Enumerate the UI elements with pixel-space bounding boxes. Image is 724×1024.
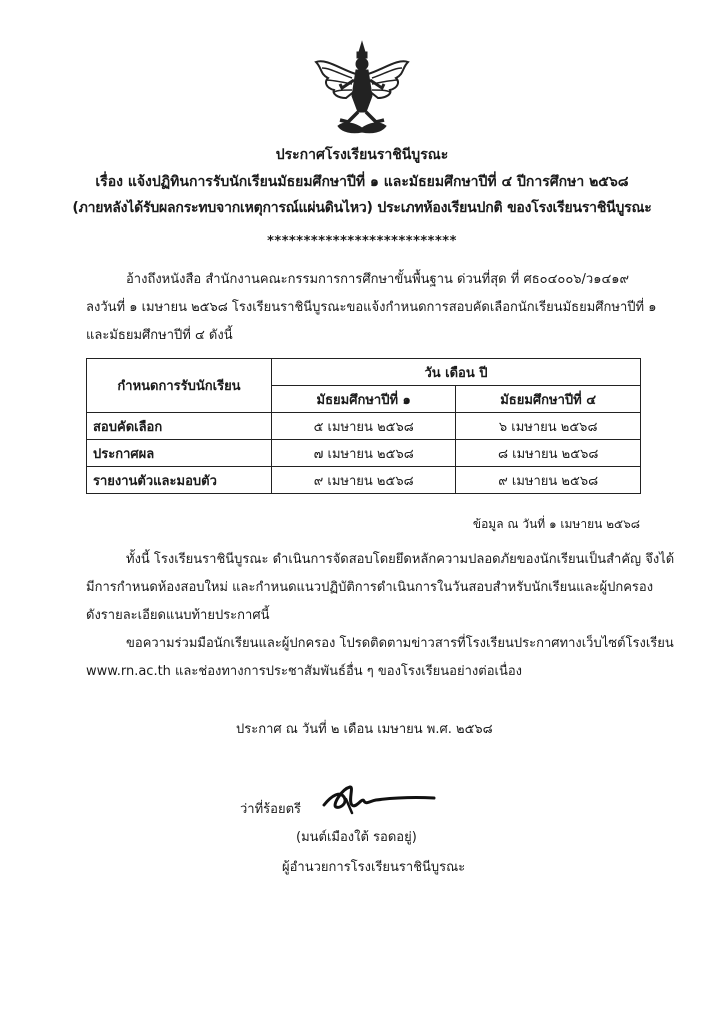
intro-line-1: อ้างถึงหนังสือ สำนักงานคณะกรรมการการศึกษาขั้นพื้นฐาน ด่วนที่สุด ที่ ศธ๐๔๐๐๖/ว๑๔๑๙	[126, 272, 630, 287]
announce-date: ประกาศ ณ วันที่ ๒ เดือน เมษายน พ.ศ. ๒๕๖๘	[236, 722, 493, 737]
signer-name: (มนต์เมืองใต้ รอดอยู่)	[296, 830, 417, 845]
signer-rank: ว่าที่ร้อยตรี	[240, 802, 302, 817]
body-p1-line-3: ดังรายละเอียดแนบท้ายประกาศนี้	[86, 608, 270, 623]
table-row	[87, 440, 641, 467]
table-header-row	[87, 359, 641, 386]
announcement-subtitle: (ภายหลังได้รับผลกระทบจากเหตุการณ์แผ่นดินไหว) ประเภทห้องเรียนปกติ ของโรงเรียนราชินีบูรณะ	[72, 200, 652, 216]
schedule-table	[86, 358, 641, 494]
row-label: สอบคัดเลือก	[87, 413, 272, 440]
announcement-subject: เรื่อง แจ้งปฏิทินการรับนักเรียนมัธยมศึกษาปีที่ ๑ และมัธยมศึกษาปีที่ ๔ ปีการศึกษา ๒๕๖๘	[95, 174, 629, 190]
signature-image	[318, 783, 436, 817]
intro-line-2: ลงวันที่ ๑ เมษายน ๒๕๖๘ โรงเรียนราชินีบูรณะขอแจ้งกำหนดการสอบคัดเลือกนักเรียนมัธยมศึกษาปีที่ ๑	[86, 300, 657, 315]
row-m1-date: ๗ เมษายน ๒๕๖๘	[272, 440, 456, 467]
announcement-title: ประกาศโรงเรียนราชินีบูรณะ	[275, 147, 449, 163]
signer-position: ผู้อำนวยการโรงเรียนราชินีบูรณะ	[282, 860, 466, 875]
row-m4-date: ๘ เมษายน ๒๕๖๘	[456, 440, 641, 467]
data-as-of-note: ข้อมูล ณ วันที่ ๑ เมษายน ๒๕๖๘	[472, 517, 640, 531]
header-admission-schedule: กำหนดการรับนักเรียน	[87, 359, 272, 413]
row-m1-date: ๙ เมษายน ๒๕๖๘	[272, 467, 456, 494]
body-p1-line-1: ทั้งนี้ โรงเรียนราชินีบูรณะ ดำเนินการจัดสอบโดยยึดหลักความปลอดภัยของนักเรียนเป็นสำคัญ จึงได้	[126, 552, 675, 567]
body-p2-line-2: www.rn.ac.th และช่องทางการประชาสัมพันธ์อื่น ๆ ของโรงเรียนอย่างต่อเนื่อง	[86, 664, 522, 679]
table-row	[87, 467, 641, 494]
row-label: ประกาศผล	[87, 440, 272, 467]
garuda-emblem-icon	[312, 40, 412, 138]
body-p2-line-1: ขอความร่วมมือนักเรียนและผู้ปกครอง โปรดติดตามข่าวสารที่โรงเรียนประกาศทางเว็บไซต์โรงเรียน	[126, 636, 674, 651]
header-m4: มัธยมศึกษาปีที่ ๔	[456, 386, 641, 413]
table-row	[87, 413, 641, 440]
row-m4-date: ๖ เมษายน ๒๕๖๘	[456, 413, 641, 440]
row-m1-date: ๕ เมษายน ๒๕๖๘	[272, 413, 456, 440]
separator-line: **************************	[267, 234, 457, 249]
body-p1-line-2: มีการกำหนดห้องสอบใหม่ และกำหนดแนวปฏิบัติการดำเนินการในวันสอบสำหรับนักเรียนและผู้ปกครอง	[86, 580, 654, 595]
header-date: วัน เดือน ปี	[272, 359, 641, 386]
row-m4-date: ๙ เมษายน ๒๕๖๘	[456, 467, 641, 494]
row-label: รายงานตัวและมอบตัว	[87, 467, 272, 494]
header-m1: มัธยมศึกษาปีที่ ๑	[272, 386, 456, 413]
intro-line-3: และมัธยมศึกษาปีที่ ๔ ดังนี้	[86, 328, 233, 343]
